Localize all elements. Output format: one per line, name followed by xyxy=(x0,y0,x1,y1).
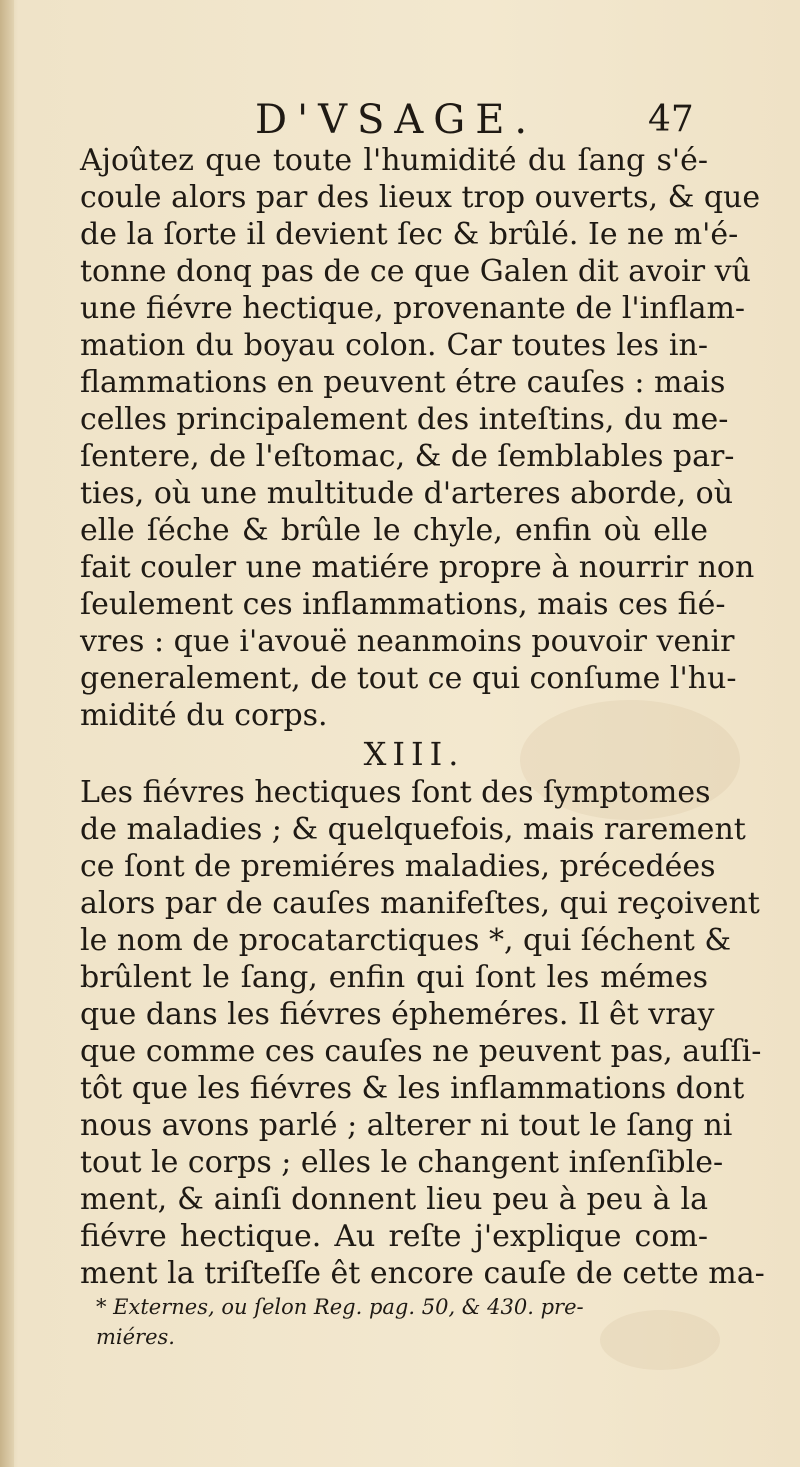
text-line: vres : que i'avouë neanmoins pouvoir venir xyxy=(80,624,735,659)
footnote-line: * Externes, ou ſelon Reg. pag. 50, & 430. pre- xyxy=(96,1295,584,1319)
text-line: de maladies ; & quelquefois, mais rarement xyxy=(80,812,746,847)
text-line: le nom de procatarctiques *, qui ſéchent & xyxy=(80,923,732,958)
text-line: elle ſéche & brûle le chyle, enfin où elle xyxy=(80,513,708,548)
text-line: generalement, de tout ce qui conſume l'hu- xyxy=(80,661,737,696)
text-line: mation du boyau colon. Car toutes les in- xyxy=(80,328,708,363)
text-line: tout le corps ; elles le changent inſenſible- xyxy=(80,1145,724,1180)
text-line: coule alors par des lieux trop ouverts, & que xyxy=(80,180,761,215)
text-line: ſentere, de l'eſtomac, & de ſemblables par- xyxy=(80,439,735,474)
body-text xyxy=(80,142,765,1292)
text-line: tonne donq pas de ce que Galen dit avoir vû xyxy=(80,254,751,289)
footnote xyxy=(96,1292,706,1352)
text-line: fiévre hectique. Au reſte j'explique com- xyxy=(80,1219,708,1254)
text-line: tôt que les fiévres & les inflammations dont xyxy=(80,1071,745,1106)
page-number: 47 xyxy=(648,99,694,140)
text-line: midité du corps. xyxy=(80,698,328,733)
text-line: celles principalement des inteſtins, du me- xyxy=(80,402,729,437)
text-line: ce ſont de premiéres maladies, précedées xyxy=(80,849,716,884)
text-line: fait couler une matiére propre à nourrir non xyxy=(80,550,755,585)
text-line: flammations en peuvent étre cauſes : mais xyxy=(80,365,726,400)
text-line: ment, & ainſi donnent lieu peu à peu à la xyxy=(80,1182,708,1217)
text-line: que comme ces cauſes ne peuvent pas, auſſi- xyxy=(80,1034,762,1069)
paragraph-1 xyxy=(80,142,761,734)
text-line: que dans les fiévres épheméres. Il êt vray xyxy=(80,997,715,1032)
text-line: alors par de cauſes manifeſtes, qui reçoivent xyxy=(80,886,760,921)
section-heading: XIII. xyxy=(363,735,465,773)
running-head: D'VSAGE. xyxy=(255,97,538,143)
text-line: ties, où une multitude d'arteres aborde, où xyxy=(80,476,734,511)
page-gutter xyxy=(0,0,14,1467)
text-line: brûlent le ſang, enfin qui ſont les mémes xyxy=(80,960,708,995)
page-header xyxy=(0,98,800,142)
text-line: ment la triſteſſe êt encore cauſe de cette ma- xyxy=(80,1256,765,1291)
footnote-line: miéres. xyxy=(96,1325,175,1349)
text-line: de la ſorte il devient ſec & brûlé. Ie ne m'é- xyxy=(80,217,739,252)
text-line: une fiévre hectique, provenante de l'inflam- xyxy=(80,291,746,326)
text-line: nous avons parlé ; alterer ni tout le ſang ni xyxy=(80,1108,733,1143)
paragraph-2 xyxy=(80,774,765,1292)
text-line: ſeulement ces inflammations, mais ces fié- xyxy=(80,587,726,622)
text-line: Les fiévres hectiques ſont des ſymptomes xyxy=(80,775,711,810)
text-line: Ajoûtez que toute l'humidité du ſang s'é- xyxy=(80,143,708,178)
